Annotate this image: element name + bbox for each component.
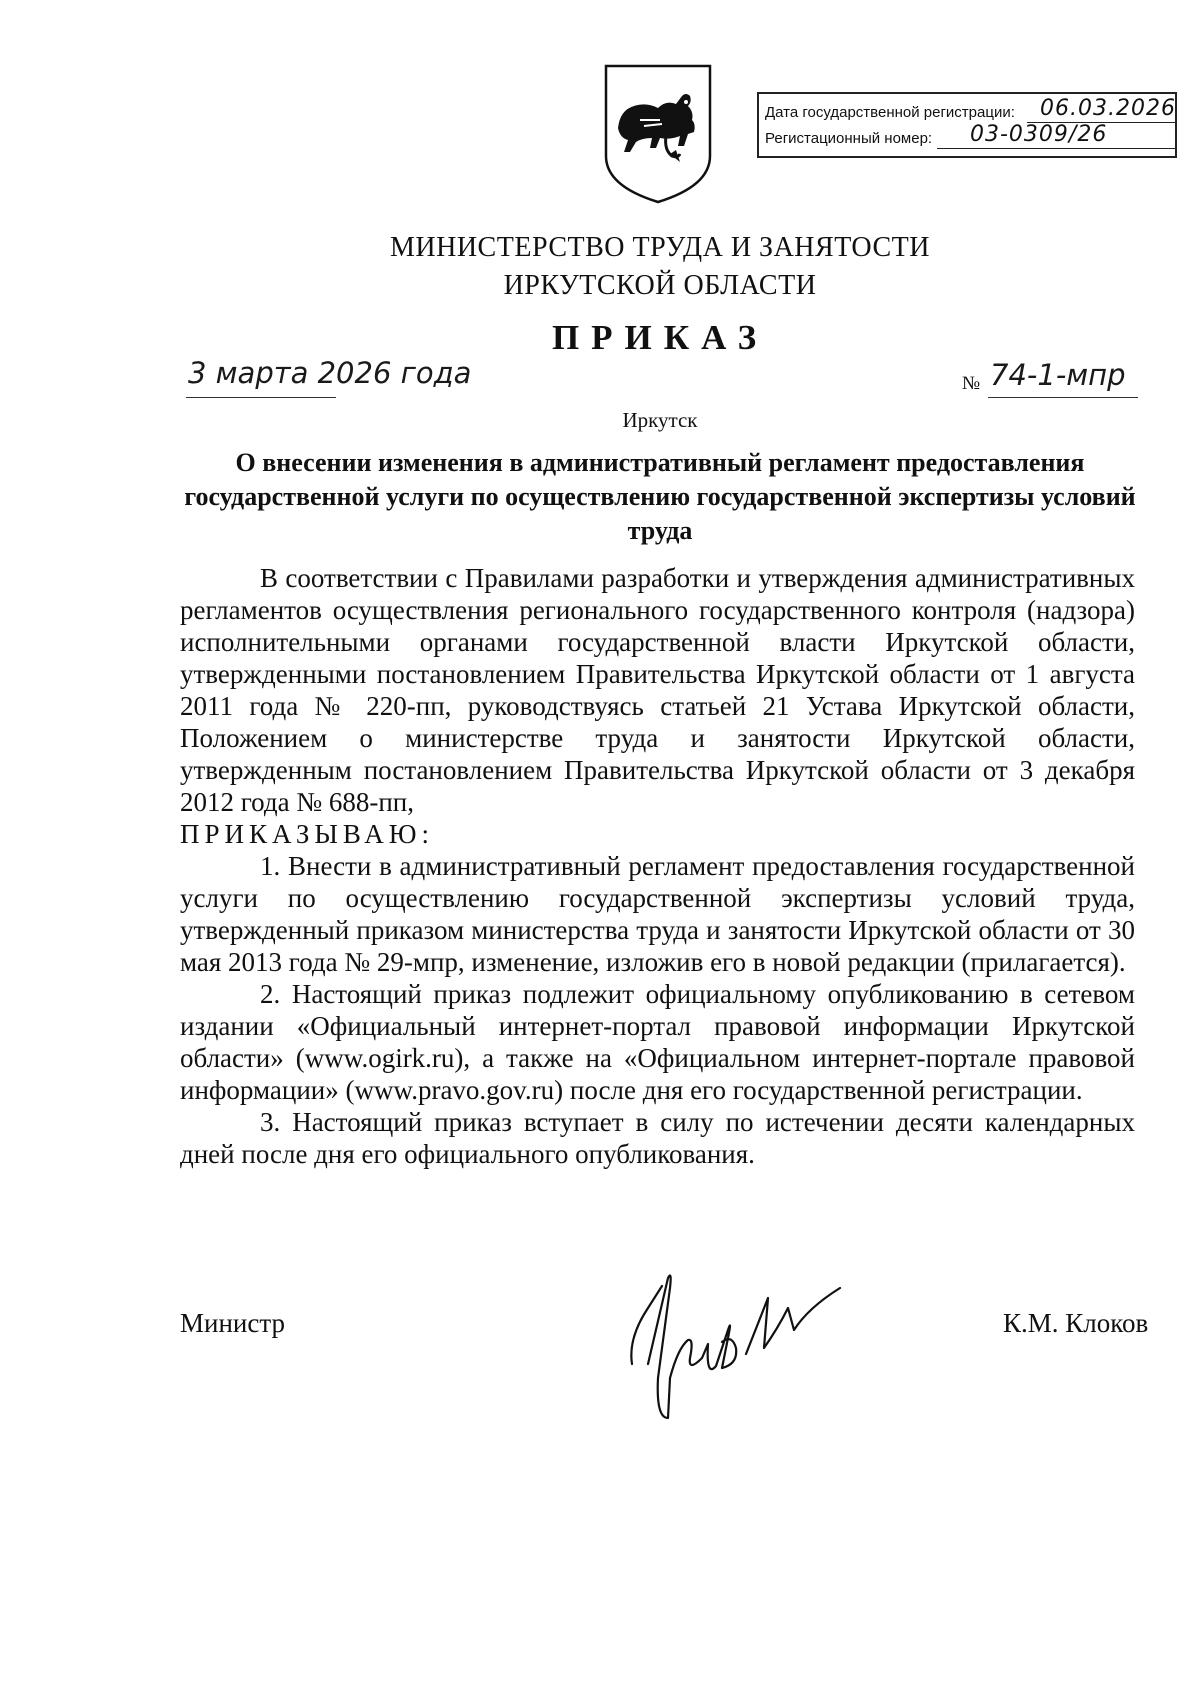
registration-number-underline bbox=[937, 148, 1175, 149]
signature-image bbox=[618, 1268, 848, 1428]
item-2-paragraph: 2. Настоящий приказ подлежит официальному опубликованию в сетевом издании «Официальный интернет-портал правовой информации Иркутской области» (www.ogirk.ru), а также на «Официальном интернет-портале правовой информации» (www.pravo.gov.ru) после дня его государственной регистрации. bbox=[180, 979, 1135, 1105]
order-date-handwritten: 3 марта 2026 года bbox=[188, 356, 472, 390]
registration-number-label: Регистационный номер: bbox=[765, 130, 933, 147]
order-word: ПРИКАЗЫВАЮ: bbox=[180, 819, 434, 849]
ministry-name-line1: МИНИСТЕРСТВО ТРУДА И ЗАНЯТОСТИ bbox=[390, 232, 930, 263]
registration-number-row bbox=[765, 122, 1169, 152]
registration-stamp bbox=[757, 92, 1177, 158]
order-number-underline bbox=[988, 397, 1138, 398]
item-3-paragraph: 3. Настоящий приказ вступает в силу по истечении десяти календарных дней после дня его официального опубликования. bbox=[180, 1107, 1135, 1169]
city-label: Иркутск bbox=[622, 408, 698, 432]
ministry-name-line2: ИРКУТСКОЙ ОБЛАСТИ bbox=[503, 270, 817, 301]
registration-number-value: 03-0309/26 bbox=[970, 122, 1108, 147]
document-heading: О внесении изменения в административный регламент предоставления государственной услуги по осуществлению государственной экспертизы условий труда bbox=[184, 448, 1136, 545]
order-number-handwritten: 74-1-мпр bbox=[990, 358, 1126, 392]
number-sign: № bbox=[962, 373, 981, 394]
signer-position: Министр bbox=[180, 1308, 285, 1338]
registration-date-value: 06.03.2026 bbox=[1040, 96, 1176, 121]
registration-date-row bbox=[765, 96, 1176, 126]
order-date-underline bbox=[186, 397, 336, 398]
document-body bbox=[180, 562, 1135, 1170]
document-title: ПРИКАЗ bbox=[551, 318, 769, 357]
registration-date-label: Дата государственной регистрации: bbox=[765, 104, 1015, 121]
item-1-paragraph: 1. Внести в административный регламент предоставления государственной услуги по осуществлению государственной экспертизы условий труда, утвержденный приказом министерства труда и занятости Иркутской области от 30 мая 2013 года № 29-мпр, изменение, изложив его в новой редакции (прилагается). bbox=[180, 851, 1135, 977]
coat-of-arms-icon bbox=[600, 58, 716, 206]
preamble-paragraph: В соответствии с Правилами разработки и утверждения административных регламентов осуществления регионального государственного контроля (надзора) исполнительными органами государственной власти Иркутской области, утвержденными постановлением Правительства Иркутской области от 1 августа 2011 года № 220-пп, руководствуясь статьей 21 Устава Иркутской области, Положением о министерстве труда и занятости Иркутской области, утвержденным постановлением Правительства Иркутской области от 3 декабря 2012 года № 688-пп, bbox=[180, 563, 1135, 817]
signer-name: К.М. Клоков bbox=[1003, 1308, 1149, 1338]
